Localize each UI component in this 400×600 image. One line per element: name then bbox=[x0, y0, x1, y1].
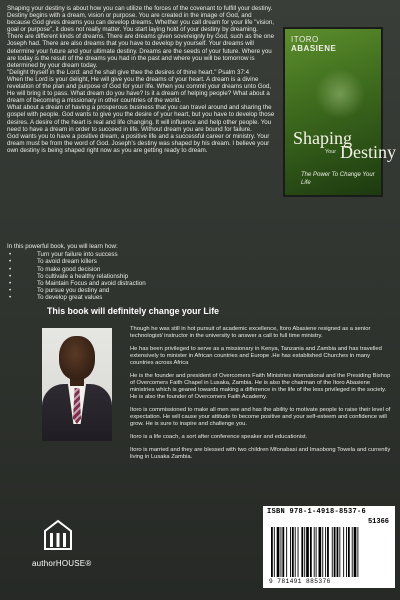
cover-tagline: The Power To Change Your Life bbox=[301, 172, 375, 186]
author-bio bbox=[130, 326, 394, 467]
barcode-bar bbox=[343, 527, 344, 577]
learn-list bbox=[7, 251, 146, 301]
learn-item: • Turn your failure into success bbox=[7, 251, 146, 258]
barcode-bar bbox=[337, 527, 339, 577]
barcode-bar bbox=[292, 527, 294, 577]
barcode-bar bbox=[354, 527, 357, 577]
barcode-bar bbox=[281, 527, 282, 577]
headline: This book will definitely change your Life bbox=[47, 306, 220, 316]
barcode-bars bbox=[269, 527, 389, 577]
barcode-bar bbox=[290, 527, 291, 577]
intro-paragraph: Destiny begins with a dream, vision or purpose. You are created in the image of God, and because God gives dreams you can develop dreams. Whether you call dream for your life "vision, goal or purpose", it does not really matter. You start laying hold of your destiny by dreaming. bbox=[7, 12, 275, 34]
bio-paragraph: He has been privileged to serve as a missionary in Kenya, Tanzania and Zambia and has travelled extensively to minister in African countries and Europe .He has established Churches in many countries across Africa bbox=[130, 346, 382, 366]
barcode-digits: 9 781491 885376 bbox=[269, 578, 331, 585]
photo-head bbox=[59, 336, 95, 380]
bio-paragraph: Itoro is a life coach, a sort after conference speaker and educationist. bbox=[130, 434, 308, 440]
barcode-bar bbox=[301, 527, 303, 577]
cover-author-last: ABASIENE bbox=[291, 44, 337, 53]
barcode-bar bbox=[271, 527, 273, 577]
barcode-bar bbox=[310, 527, 312, 577]
barcode-bar bbox=[346, 527, 347, 577]
barcode-bar bbox=[357, 527, 358, 577]
learn-section bbox=[7, 243, 146, 302]
cover-title-your: Your bbox=[325, 149, 337, 155]
author-photo bbox=[42, 328, 112, 441]
learn-item: • To develop great values bbox=[7, 294, 146, 301]
front-cover-thumbnail bbox=[283, 27, 396, 197]
barcode-bar bbox=[327, 527, 329, 577]
bio-paragraph: Though he was still in hot pursuit of academic excellence, Itoro Abasiene resigned as a senior technologist/ instructor in the university to answer a call to full time ministry. bbox=[130, 326, 371, 339]
intro-text bbox=[7, 5, 275, 154]
barcode-bar bbox=[304, 527, 305, 577]
isbn-text: ISBN 978-1-4918-8537-6 bbox=[267, 508, 367, 516]
barcode-bar bbox=[325, 527, 326, 577]
cover-title-word2: Destiny bbox=[340, 142, 396, 162]
barcode-bar bbox=[274, 527, 275, 577]
intro-paragraph: There are different kinds of dreams. There are dreams given sovereignly by God, such as the one Joseph had. There are also dreams that you have to develop by yourself. Your dreams will determine your future and your ultimate destiny. Dreams are the seeds of your future. Where you are today is the result of the dreams you had in the past and where you will be tomorrow is determined by your dream today. bbox=[7, 33, 275, 69]
barcode-bar bbox=[316, 527, 317, 577]
learn-item: • To cultivate a healthy relationship bbox=[7, 273, 146, 280]
barcode-bar bbox=[322, 527, 323, 577]
barcode-bar bbox=[339, 527, 340, 577]
intro-paragraph: When the Lord is your delight, He will give you the dreams of your heart. A dream is a divine revelation of the plan and purpose of God for your life. When you commit your dreams unto God, He will bring it to pass. What dream do you have? Is it a dream of helping people? What about a dream of becoming a missionary in other countries of the world. bbox=[7, 75, 272, 105]
barcode-bar bbox=[352, 527, 353, 577]
barcode-bar bbox=[286, 527, 287, 577]
learn-item: • To avoid dream killers bbox=[7, 258, 146, 265]
barcode-bar bbox=[295, 527, 296, 577]
barcode-bar bbox=[348, 527, 350, 577]
publisher-logo bbox=[32, 519, 92, 577]
barcode-bar bbox=[314, 527, 315, 577]
barcode-bar bbox=[277, 527, 280, 577]
barcode-bar bbox=[282, 527, 284, 577]
learn-lead: In this powerful book, you will learn how: bbox=[7, 243, 118, 250]
intro-paragraph: God wants you to have a positive dream, a positive life and a successful career or ministry. Your dream must be from the word of God. Joseph's destiny was shaped by his dream. I believe your own destiny is being shaped right now as you are getting ready to dream. bbox=[7, 132, 270, 154]
learn-item: • To Maintain Focus and avoid distraction bbox=[7, 280, 146, 287]
house-book-icon bbox=[42, 519, 74, 551]
learn-item: • To pursue you destiny and bbox=[7, 287, 146, 294]
cover-light-glow bbox=[315, 69, 365, 119]
publisher-name: authorHOUSE® bbox=[32, 559, 92, 568]
cover-author-first: ITORO bbox=[291, 35, 319, 44]
barcode-bar bbox=[298, 527, 299, 577]
barcode-bar bbox=[306, 527, 309, 577]
bio-paragraph: He is the founder and president of Overcomers Faith Ministries international and the Presiding Bishop of Overcomers Faith Chapel in Lusaka, Zambia. He is also the chairman of the Itoro Abasiene ministries which is geared towards making a difference in the life of the less privileged in the society. He is also the founder of Overcomers Faith Academy. bbox=[130, 373, 391, 400]
intro-paragraph: What about a dream of having a prosperous business that you can travel around and sharing the gospel with people. God wants to give you the desire of your heart, but you have to develop those desires. A desire of the heart is real and life changing. It will influence and help other people. You need to have a dream in order to succeed in life. Without dream you are bound for failure. bbox=[7, 104, 275, 133]
bio-paragraph: Itoro is married and they are blessed with two children Mfonabasi and Imaobong Towela and currently living in Lusaka Zambia. bbox=[130, 447, 391, 460]
intro-paragraph: "Delight thyself in the Lord: and he shall give thee the desires of thine heart." Psalm 37:4 bbox=[7, 68, 250, 76]
isbn-barcode bbox=[263, 506, 395, 588]
bio-paragraph: Itoro is commissioned to make all men see and has the ability to motivate people to raise their level of expectation. He will cause your attitude to become positive and your self-esteem and confidence will grow. He is sure to inspire and challenge you. bbox=[130, 407, 391, 427]
cover-title-word1: Shaping bbox=[293, 128, 353, 148]
barcode-bar bbox=[319, 527, 322, 577]
barcode-bar bbox=[334, 527, 336, 577]
intro-paragraph: Shaping your destiny is about how you can utilize the forces of the covenant to fulfill your destiny. bbox=[7, 5, 273, 12]
barcode-bar bbox=[332, 527, 333, 577]
price-code: 51366 bbox=[367, 518, 389, 526]
cover-author bbox=[291, 35, 336, 53]
learn-item: • To make good decision bbox=[7, 266, 146, 273]
